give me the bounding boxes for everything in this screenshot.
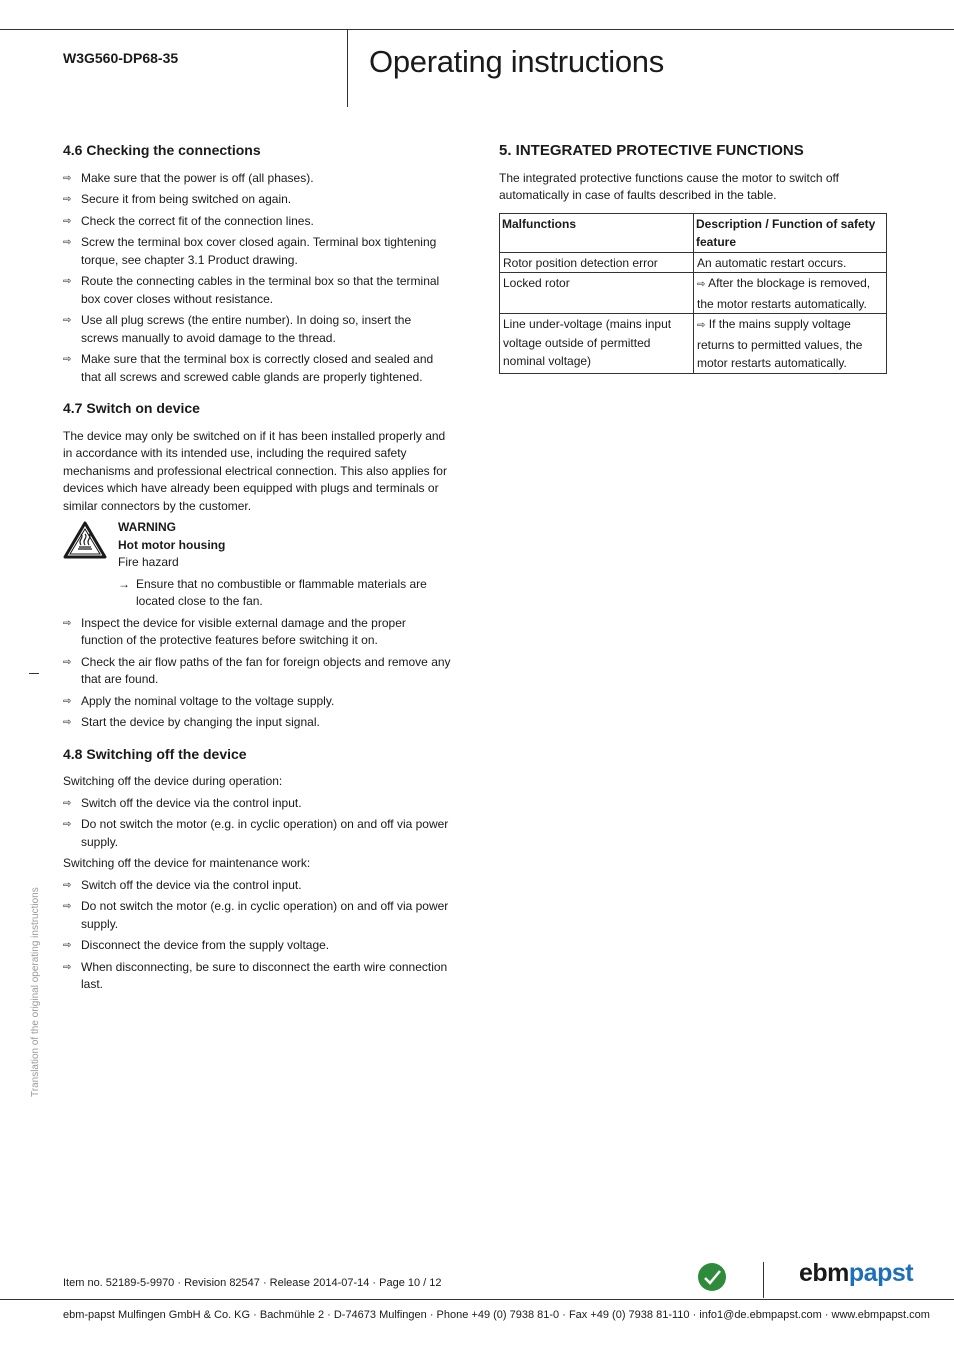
page-title: Operating instructions (369, 44, 664, 79)
list-item: ⇨ Disconnect the device from the supply voltage. (63, 937, 451, 955)
right-column (499, 142, 889, 374)
list-item: ⇨ Check the air flow paths of the fan for foreign objects and remove any that are found. (63, 654, 451, 686)
checklist-switch-on (63, 615, 451, 732)
section-heading-4-7: 4.7 Switch on device (63, 400, 200, 416)
arrow-bullet-icon: ⇨ (63, 215, 72, 227)
footer-address: ebm-papst Mulfingen GmbH & Co. KG · Bachmühle 2 · D-74673 Mulfingen · Phone +49 (0) 7938 81-0 · Fax +49 (0) 7938 81-110 · info1@de.ebmpapst.com · www.ebmpapst.com (63, 1309, 930, 1321)
table-row (500, 252, 887, 273)
table-row (500, 314, 887, 374)
sidebar-translation-note: Translation of the original operating instructions (30, 887, 41, 1097)
arrow-bullet-icon: ⇨ (63, 194, 72, 205)
list-item: ⇨ Use all plug screws (the entire number). In doing so, insert the screws manually to avoid damage to the thread. (63, 313, 412, 345)
table-cell: Rotor position detection error (500, 252, 694, 273)
warning-action: → Ensure that no combustible or flammable materials are located close to the fan. (118, 576, 427, 608)
header-divider (347, 29, 348, 107)
list-item: ⇨ Make sure that the power is off (all phases). (63, 170, 451, 188)
footer-meta: Item no. 52189-5-9970 · Revision 82547 · Release 2014-07-14 · Page 10 / 12 (63, 1277, 442, 1289)
arrow-bullet-icon: ⇨ (63, 695, 72, 707)
arrow-bullet-icon: ⇨ (63, 617, 72, 629)
checklist-switch-off-operation (63, 795, 451, 852)
checklist-switch-off-maintenance (63, 877, 451, 994)
list-item: ⇨ Route the connecting cables in the terminal box so that the terminal box cover closes without resistance. (63, 274, 440, 306)
checklist-connections (63, 170, 451, 387)
list-item: ⇨ Screw the terminal box cover closed again. Terminal box tightening torque, see chapter 3.1 Product drawing. (63, 235, 437, 267)
footer-rule (0, 1299, 954, 1300)
green-tech-logo (697, 1262, 727, 1292)
list-item: ⇨ Switch off the device via the control input. (63, 795, 451, 813)
left-column (63, 142, 451, 998)
arrow-bullet-icon: ⇨ (63, 237, 72, 248)
arrow-bullet-icon: ⇨ (63, 315, 72, 326)
list-item: ⇨ When disconnecting, be sure to disconnect the earth wire connection last. (63, 959, 448, 991)
list-item: ⇨ Do not switch the motor (e.g. in cyclic operation) on and off via power supply. (63, 899, 449, 931)
table-cell: An automatic restart occurs. (694, 252, 887, 273)
warning-subtitle: Hot motor housing (118, 537, 226, 552)
table-header-cell: Malfunctions (500, 213, 694, 252)
list-item: ⇨ Do not switch the motor (e.g. in cyclic operation) on and off via power supply. (63, 817, 449, 849)
table-header-cell: Description / Function of safety feature (694, 213, 887, 252)
right-arrow-icon: → (118, 576, 130, 591)
warning-hazard: Fire hazard (118, 555, 179, 569)
arrow-bullet-icon: ⇨ (63, 901, 72, 912)
maintenance-label: Switching off the device for maintenance work: (63, 856, 311, 870)
arrow-bullet-icon: ⇨ (63, 797, 72, 809)
arrow-bullet-icon: ⇨ (63, 819, 72, 830)
arrow-bullet-icon: ⇨ (63, 961, 72, 973)
arrow-bullet-icon: ⇨ (63, 354, 72, 365)
table-cell: ⇨ If the mains supply voltage returns to permitted values, the motor restarts automatically. (694, 314, 887, 374)
ebmpapst-logo: ebmpapst (799, 1259, 914, 1287)
arrow-bullet-icon: ⇨ (63, 717, 72, 728)
protective-functions-table (499, 213, 887, 374)
margin-mark (29, 673, 39, 674)
list-item: ⇨ Apply the nominal voltage to the voltage supply. (63, 693, 451, 711)
hot-surface-warning-icon (63, 521, 107, 559)
list-item: ⇨ Inspect the device for visible external damage and the proper function of the protective features before switching it on. (63, 615, 406, 647)
arrow-bullet-icon: ⇨ (63, 940, 72, 951)
arrow-bullet-icon: ⇨ (63, 879, 72, 891)
arrow-bullet-icon: ⇨ (697, 279, 706, 290)
table-header-row (500, 213, 887, 252)
product-code: W3G560-DP68-35 (63, 50, 179, 66)
section-heading-4-6: 4.6 Checking the connections (63, 142, 261, 158)
list-item: ⇨ Secure it from being switched on again. (63, 191, 451, 209)
arrow-bullet-icon: ⇨ (63, 656, 72, 668)
list-item: ⇨ Check the correct fit of the connection lines. (63, 213, 451, 231)
arrow-bullet-icon: ⇨ (63, 172, 72, 184)
arrow-bullet-icon: ⇨ (63, 276, 72, 287)
protective-functions-intro: The integrated protective functions cause the motor to switch off automatically in case of faults described in the table. (499, 170, 839, 202)
footer-logo-divider (763, 1262, 764, 1298)
operation-label: Switching off the device during operation: (63, 774, 283, 788)
warning-title: WARNING (118, 520, 176, 534)
table-cell: ⇨ After the blockage is removed, the motor restarts automatically. (694, 273, 887, 314)
list-item: ⇨ Switch off the device via the control input. (63, 877, 451, 895)
switch-on-intro: The device may only be switched on if it has been installed properly and in accordance with its intended use, including the required safety mechanisms and professional electrical connection. This also applies for devices which have already been equipped with plugs and terminals or similar connectors by the customer. (63, 428, 447, 513)
warning-block (63, 519, 451, 611)
list-item: ⇨ Start the device by changing the input signal. (63, 714, 451, 732)
header-top-rule (0, 29, 954, 30)
table-cell: Line under-voltage (mains input voltage outside of permitted nominal voltage) (500, 314, 694, 374)
section-heading-5: 5. INTEGRATED PROTECTIVE FUNCTIONS (499, 142, 804, 159)
arrow-bullet-icon: ⇨ (697, 320, 706, 331)
section-heading-4-8: 4.8 Switching off the device (63, 745, 247, 762)
table-cell: Locked rotor (500, 273, 694, 314)
list-item: ⇨ Make sure that the terminal box is correctly closed and sealed and that all screws and screwed cable glands are properly tightened. (63, 352, 434, 384)
table-row (500, 273, 887, 314)
